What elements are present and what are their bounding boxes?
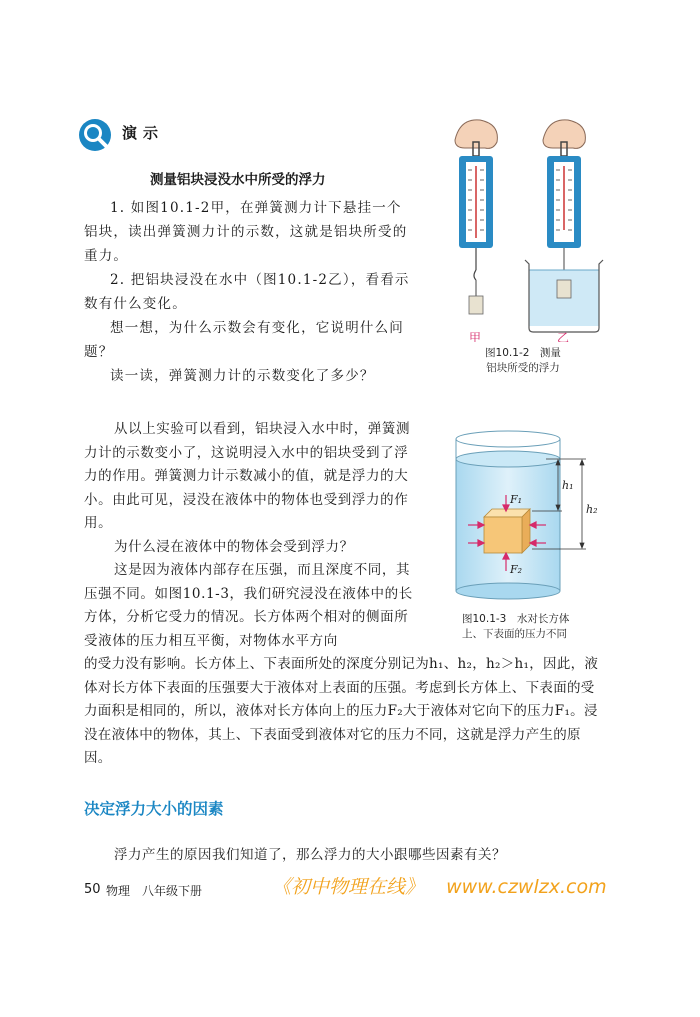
demo-label: 演示	[122, 124, 165, 142]
label-f1: F₁	[510, 493, 523, 506]
body-text	[84, 418, 414, 653]
label-f2: F₂	[510, 563, 523, 576]
demo-think: 想一想，为什么示数会有变化，它说明什么问题？	[84, 320, 404, 360]
figure-1-caption-line2: 铝块所受的浮力	[486, 362, 560, 374]
figure-1-caption	[448, 346, 598, 376]
figure-2-caption-line1: 图10.1-3 水对长方体	[462, 613, 570, 625]
watermark	[272, 872, 607, 899]
paragraph-2: 为什么浸在液体中的物体会受到浮力？	[114, 538, 354, 555]
demo-step-1: 1. 如图10.1-2甲，在弹簧测力计下悬挂一个铝块，读出弹簧测力计的示数，这就是铝块所受的重力。	[84, 200, 408, 264]
figure-spring-scale	[425, 110, 630, 342]
spring-scale-right	[547, 156, 581, 280]
hand-illustration	[455, 120, 585, 149]
figure-cuboid-in-water	[450, 425, 610, 605]
figure-2-caption	[462, 612, 602, 642]
demo-title: 测量铝块浸没水中所受的浮力	[150, 172, 326, 188]
section-heading: 决定浮力大小的因素	[84, 800, 224, 818]
body-text-wide	[84, 653, 604, 771]
section-question: 浮力产生的原因我们知道了，那么浮力的大小跟哪些因素有关？	[114, 847, 506, 863]
label-jia: 甲	[469, 331, 482, 342]
paragraph-3: 这是因为液体内部存在压强，而且深度不同，其压强不同。如图10.1-3，我们研究浸没在液体中的长方体，分析它受力的情况。长方体两个相对的侧面所受液体的压力相互平衡，对物体水平方向	[84, 562, 413, 649]
beaker	[525, 260, 603, 332]
paragraph-1: 从以上实验可以看到，铝块浸入水中时，弹簧测力计的示数变小了，这说明浸入水中的铝块受到了浮力的作用。弹簧测力计示数减小的值，就是浮力的大小。由此可见，浸没在液体中的物体也受到浮力的作用。	[84, 421, 411, 531]
watermark-url: www.czwlzx.com	[446, 876, 607, 898]
demo-steps	[84, 196, 412, 388]
cuboid	[484, 509, 530, 553]
spring-scale-left	[459, 156, 493, 314]
figure-2-caption-line2: 上、下表面的压力不同	[462, 628, 567, 640]
book-title: 物理 八年级下册	[106, 884, 203, 898]
page-number: 50	[84, 882, 101, 897]
label-h2: h₂	[586, 503, 598, 516]
paragraph-3-continued: 的受力没有影响。长方体上、下表面所处的深度分别记为h₁、h₂，h₂＞h₁，因此，液体对长方体下表面的压强要大于液体对上表面的压强。考虑到长方体上、下表面的受力面积是相同的，所以，液体对长方体向上的压力F₂大于液体对它向下的压力F₁。浸没在液体中的物体，其上、下表面受到液体对它的压力不同，这就是浮力产生的原因。	[84, 656, 599, 766]
label-h1: h₁	[562, 479, 574, 492]
demo-read: 读一读，弹簧测力计的示数变化了多少？	[110, 368, 375, 384]
label-yi: 乙	[557, 331, 570, 342]
demo-step-2: 2. 把铝块浸没在水中（图10.1-2乙），看看示数有什么变化。	[84, 272, 410, 312]
figure-1-caption-line1: 图10.1-2 测量	[485, 347, 561, 359]
watermark-name: 《初中物理在线》	[272, 876, 425, 898]
magnifier-icon	[78, 118, 114, 154]
